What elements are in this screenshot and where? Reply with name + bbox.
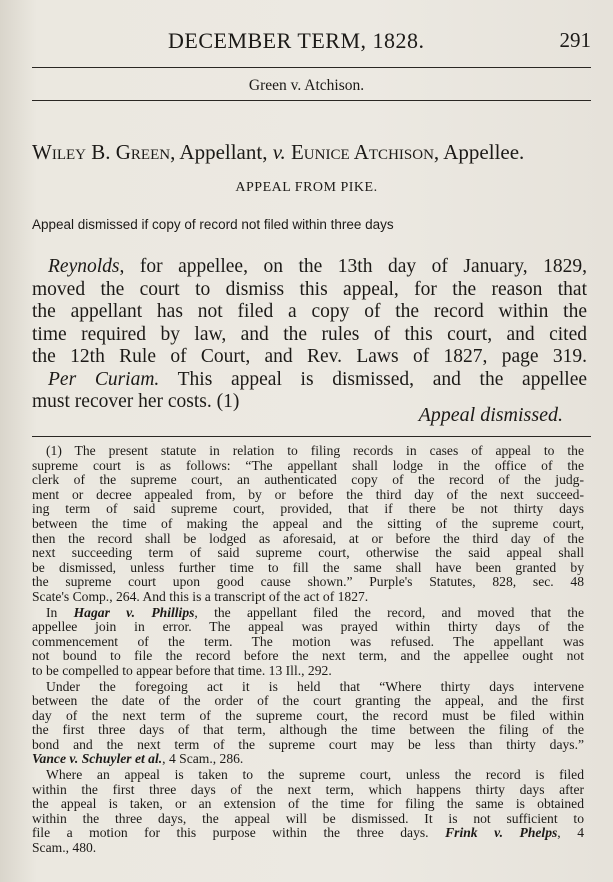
- footnote-line: ing term of said supreme court, provided, that if there be not thirty days: [32, 501, 584, 517]
- footnote-line: clerk of the supreme court, an authenticated copy of the record of the judg-: [32, 472, 584, 488]
- footnote-line: not bound to file the record before the next term, and the appellee ought not: [32, 648, 584, 664]
- footnotes: [32, 444, 584, 857]
- footnote-line: the first three days of that term, although the time between the filing of the: [32, 722, 584, 738]
- footnote-rule: [32, 436, 591, 437]
- case-short-title: Green v. Atchison.: [248, 77, 365, 94]
- footnote-line: ment or decree appealed from, by or before the third day of the next succeed-: [32, 486, 584, 502]
- opinion-line: the appellant has not filed a copy of the record within the: [32, 301, 587, 322]
- footnote-line: be dismissed, unless further time to fill the same shall have been granted by: [32, 559, 584, 575]
- running-title: DECEMBER TERM, 1828.: [168, 28, 425, 53]
- case-citation: Frink v. Phelps: [445, 825, 558, 841]
- footnote-line: day of the next term of the supreme court, the record must be filed within: [32, 707, 584, 723]
- footnote-line: bond and the next term of the supreme court may be less than thirty days.”: [32, 736, 584, 752]
- footnote-line: Under the foregoing act it is held that “Where thirty days intervene: [46, 678, 584, 694]
- opinion-text: [32, 256, 587, 414]
- case-citation: Vance v. Schuyler et al.: [32, 751, 163, 767]
- footnote-line: appellee join in error. The appeal was prayed within thirty days of the: [32, 619, 584, 635]
- running-head: [32, 28, 591, 56]
- appeal-from: APPEAL FROM PIKE.: [235, 180, 378, 195]
- case-citation: Hagar v. Phillips: [73, 604, 195, 620]
- footnote-line: (1) The present statute in relation to filing records in cases of appeal to the: [46, 443, 584, 458]
- footnote-line: In Hagar v. Phillips, the appellant filed the record, and moved that the: [46, 604, 584, 620]
- opinion-line: moved the court to dismiss this appeal, for the reason that: [32, 278, 587, 300]
- footnote-line: the supreme court upon good cause shown.” Purple's Statutes, 828, sec. 48: [32, 574, 584, 590]
- opinion-line: the 12th Rule of Court, and Rev. Laws of 1827, page 319.: [32, 346, 587, 367]
- headnote: Appeal dismissed if copy of record not filed within three days: [32, 217, 394, 232]
- appellee-role: , Appellee.: [433, 140, 525, 164]
- opinion-line: Per Curiam. This appeal is dismissed, and the appellee: [48, 368, 588, 390]
- footnote-paragraph-3: [32, 680, 584, 768]
- footnote-line: between the time of making the appeal and the sitting of the supreme court,: [32, 515, 584, 531]
- appellant-role: , Appellant,: [170, 140, 268, 164]
- disposition: Appeal dismissed.: [418, 404, 563, 426]
- appellee-name: Eunice Atchison: [290, 140, 434, 164]
- footnote-paragraph-4: [32, 768, 584, 856]
- versus: v.: [272, 140, 286, 164]
- appellant-name: Wiley B. Green: [32, 140, 171, 164]
- footnote-line: to be compelled to appear before that time. 13 Ill., 292.: [32, 662, 332, 678]
- footnote-line: next succeeding term of said supreme court, otherwise the said appeal shall: [32, 545, 584, 561]
- header-rule: [32, 67, 591, 68]
- footnote-line: the appeal is taken, or an extension of the time for filing the same is obtained: [32, 796, 584, 812]
- opinion-line: time required by law, and the rules of this court, and cited: [32, 323, 587, 345]
- footnote-line: within the first three days of the next term, which happens thirty days after: [32, 781, 584, 797]
- footnote-line: commencement of the term. The motion was refused. The appellant was: [32, 633, 584, 649]
- footnote-line: file a motion for this purpose within the three days. Frink v. Phelps, 4: [32, 825, 584, 841]
- footnote-line: supreme court is as follows: “The appellant shall lodge in the office of the: [32, 457, 584, 473]
- opinion-line: Reynolds, for appellee, on the 13th day of January, 1829,: [48, 256, 587, 277]
- per-curiam: Per Curiam.: [48, 368, 160, 390]
- footnote-line: Vance v. Schuyler et al., 4 Scam., 286.: [32, 751, 244, 767]
- footnote-line: Where an appeal is taken to the supreme court, unless the record is filed: [46, 767, 584, 783]
- footnote-line: Scam., 480.: [32, 840, 97, 856]
- case-title: [32, 140, 524, 165]
- case-short-rule: [32, 100, 591, 101]
- footnote-line: between the date of the order of the court granting the appeal, and the first: [32, 693, 584, 709]
- footnote-line: Scate's Comp., 264. And this is a transcript of the act of 1827.: [32, 588, 369, 604]
- footnote-paragraph-2: [32, 606, 584, 679]
- footnote-line: then the record shall be lodged as aforesaid, at or before the third day of the: [32, 530, 584, 546]
- opinion-line: must recover her costs. (1): [32, 391, 240, 412]
- counsel-name: Reynolds: [48, 256, 120, 277]
- footnote-line: within the three days, the appeal will be dismissed. It is not sufficient to: [32, 810, 584, 826]
- page-number: 291: [559, 28, 591, 52]
- footnote-paragraph-1: [32, 444, 584, 605]
